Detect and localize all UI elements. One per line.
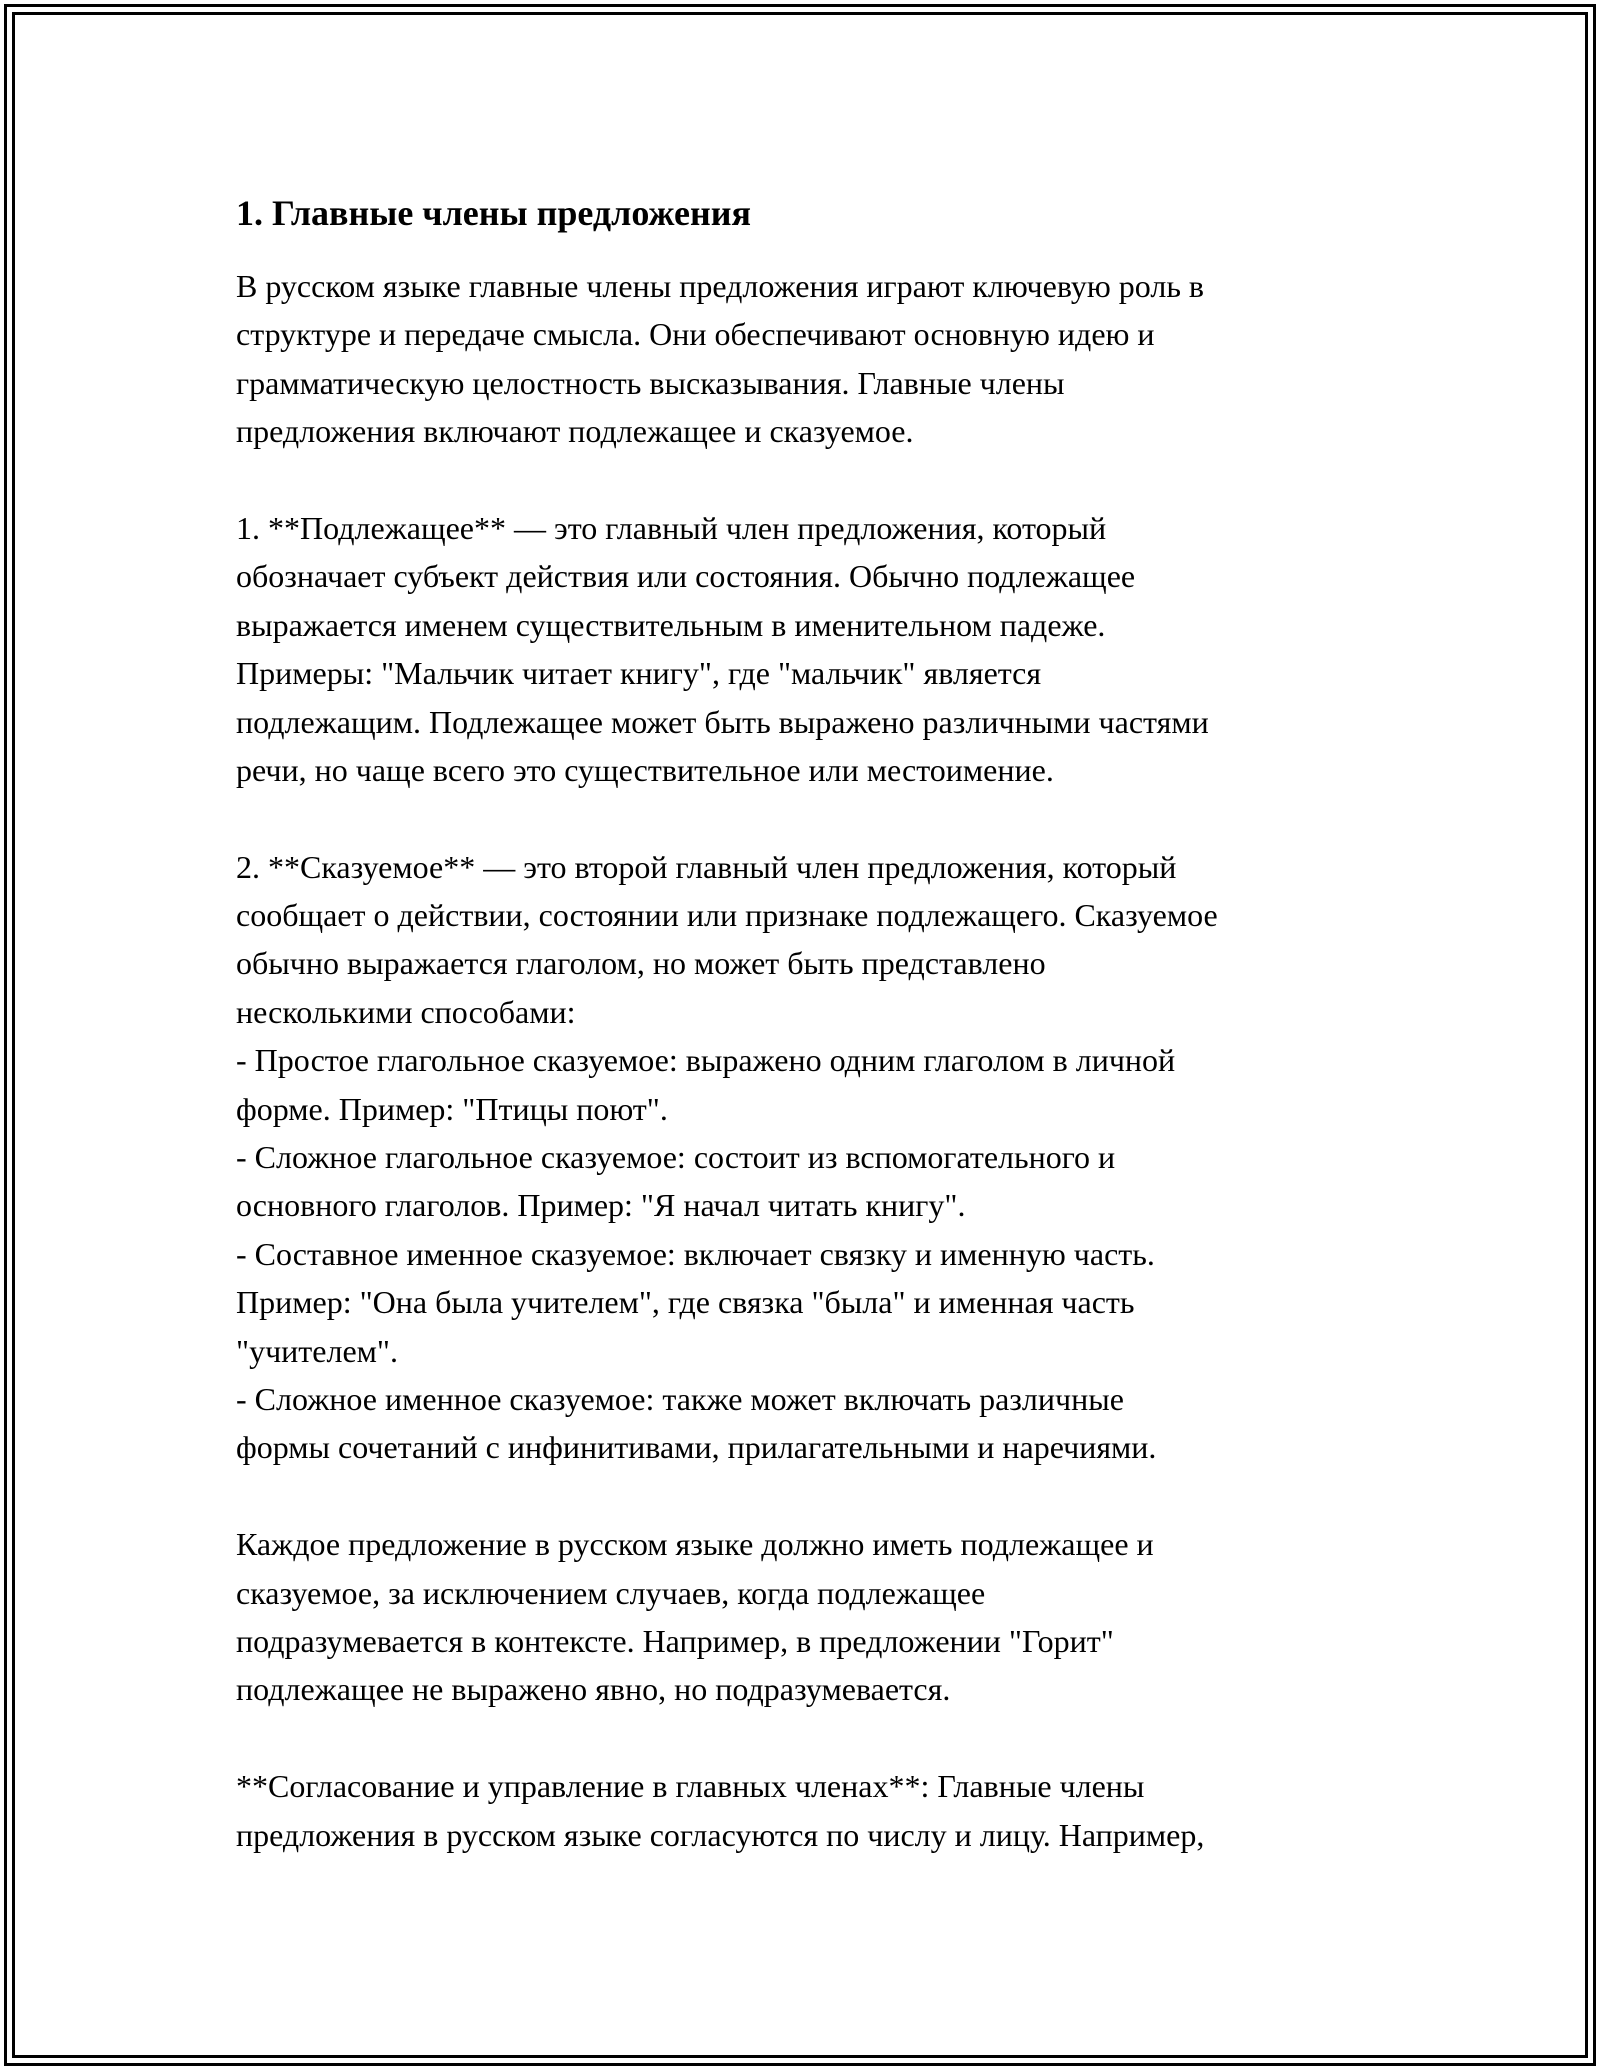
text-line: Примеры: "Мальчик читает книгу", где "мальчик" является — [236, 655, 1042, 692]
text-line: Каждое предложение в русском языке должно иметь подлежащее и — [236, 1526, 1154, 1563]
blank-line — [236, 794, 1396, 842]
text-line: В русском языке главные члены предложения играют ключевую роль в — [236, 268, 1205, 304]
text-line: "учителем". — [236, 1332, 398, 1369]
blank-line — [236, 456, 1396, 504]
text-line: - Сложное глагольное сказуемое: состоит из вспомогательного и — [236, 1139, 1116, 1176]
text-line: несколькими способами: — [236, 993, 576, 1030]
text-line: - Составное именное сказуемое: включает связку и именную часть. — [236, 1235, 1155, 1272]
blank-line — [236, 1714, 1396, 1762]
text-line: грамматическую целостность высказывания. Главные члены — [236, 364, 1065, 401]
text-line: сообщает о действии, состоянии или признаке подлежащего. Сказуемое — [236, 897, 1218, 934]
text-line: речи, но чаще всего это существительное или местоимение. — [236, 751, 1054, 788]
text-line: структуре и передаче смысла. Они обеспечивают основную идею и — [236, 316, 1155, 353]
text-line: - Сложное именное сказуемое: также может включать различные — [236, 1380, 1124, 1417]
text-line: - Простое глагольное сказуемое: выражено одним глаголом в личной — [236, 1042, 1176, 1079]
text-line: форме. Пример: "Птицы поют". — [236, 1090, 668, 1127]
text-line: основного глаголов. Пример: "Я начал читать книгу". — [236, 1187, 966, 1224]
paragraph-lines — [236, 262, 1396, 1859]
blank-line — [236, 1472, 1396, 1520]
text-line: выражается именем существительным в именительном падеже. — [236, 606, 1106, 643]
section-heading: 1. Главные члены предложения — [236, 193, 751, 233]
text-line: обычно выражается глаголом, но может быть представлено — [236, 945, 1046, 982]
text-line: сказуемое, за исключением случаев, когда подлежащее — [236, 1574, 986, 1611]
text-line: **Согласование и управление в главных членах**: Главные члены — [236, 1768, 1145, 1805]
text-line: 2. **Сказуемое** — это второй главный член предложения, который — [236, 848, 1177, 885]
text-line: обозначает субъект действия или состояния. Обычно подлежащее — [236, 558, 1136, 595]
text-line: Пример: "Она была учителем", где связка "была" и именная часть — [236, 1284, 1135, 1321]
document-body — [236, 188, 1396, 1859]
text-line: подлежащим. Подлежащее может быть выражено различными частями — [236, 703, 1209, 740]
text-line: предложения в русском языке согласуются по числу и лицу. Например, — [236, 1816, 1205, 1853]
text-line: подразумевается в контексте. Например, в предложении "Горит" — [236, 1622, 1114, 1659]
text-line: подлежащее не выражено явно, но подразумевается. — [236, 1671, 951, 1708]
text-line: формы сочетаний с инфинитивами, прилагательными и наречиями. — [236, 1429, 1157, 1466]
text-line: предложения включают подлежащее и сказуемое. — [236, 413, 914, 450]
text-line: 1. **Подлежащее** — это главный член предложения, который — [236, 509, 1107, 546]
